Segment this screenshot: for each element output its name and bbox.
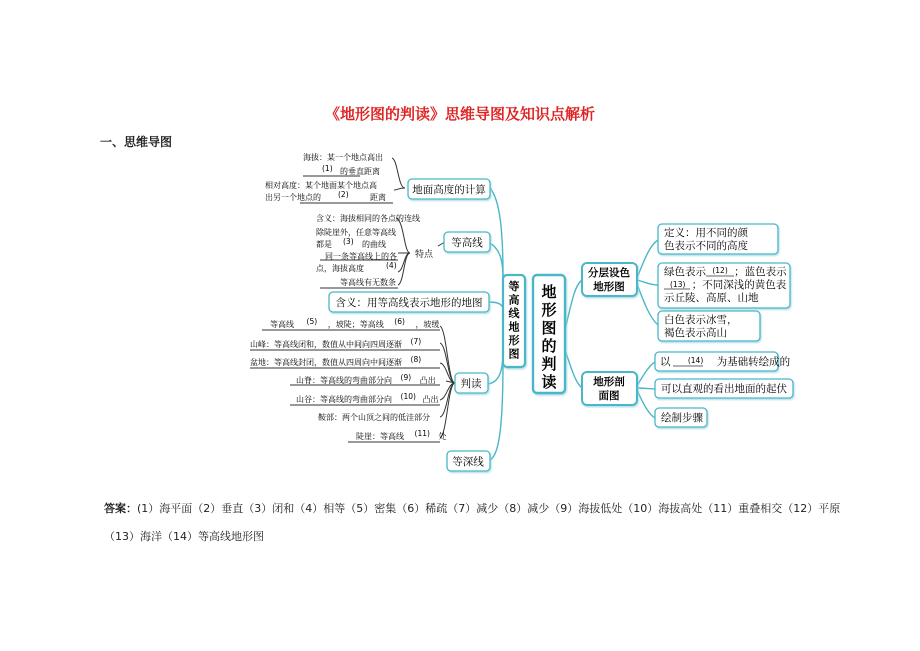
layered-colors-line2: (13) ；不同深浅的黄色表 [670, 279, 787, 291]
altitude-line1: 海拔：某一个地点高出 [303, 153, 383, 162]
layered-label-line2: 地形图 [593, 281, 625, 293]
contour-feature1-blank: (3) [343, 237, 354, 246]
contour-feature1-line1: 除陡崖外，任意等高线 [316, 228, 396, 237]
contour-feature2-blank: (4) [386, 261, 397, 270]
profile-steps: 绘制步骤 [661, 412, 703, 424]
altitude-blank: (1) [322, 164, 333, 173]
layered-colors-line3: 示丘陵、高原、山地 [664, 292, 759, 304]
layered-def-line1: 定义：用不同的颜 [664, 227, 748, 239]
contour-feature1-line2: 都是 [316, 240, 332, 249]
center-text-char: 形 [541, 301, 557, 319]
center-text-char: 图 [541, 319, 557, 337]
left-main-text-char: 线 [508, 307, 520, 320]
answers [104, 495, 844, 551]
map-definition: 含义：用等高线表示地形的地图 [335, 297, 483, 309]
valley-rule: 山谷：等高线的弯曲部分向 (10) 凸出 [296, 392, 439, 404]
slope-rule: 等高线 (5) ，坡陡；等高线 (6) ，坡缓 [270, 317, 440, 329]
left-main-text-char: 高 [508, 293, 520, 307]
left-main-text-char: 地 [508, 320, 520, 334]
contour-feature2-line1: 同一条等高线上的各 [325, 252, 397, 261]
relative-height-line2: 出另一个地点的 [265, 193, 321, 202]
layered-label-line1: 分层设色 [588, 267, 630, 279]
contour-label: 等高线 [451, 237, 483, 249]
contour-features-label: 特点 [415, 250, 434, 260]
saddle-rule: 鞍部：两个山顶之间的低洼部分 [318, 413, 430, 422]
profile-basis: 以 (14) 为基础转绘成的 [660, 356, 791, 368]
height-calc-label: 地面高度的计算 [412, 184, 486, 196]
center-text-char: 的 [541, 337, 557, 355]
layered-white-line2: 褐色表示高山 [664, 327, 727, 339]
relative-height-line3: 距离 [370, 193, 386, 202]
layered-def-line2: 色表示不同的高度 [664, 240, 748, 252]
left-main-text-char: 等 [508, 280, 520, 293]
ridge-rule: 山脊：等高线的弯曲部分向 (9) 凸出 [296, 373, 436, 385]
left-main-text-char: 图 [508, 347, 520, 361]
document-title: 《地形图的判读》思维导图及知识点解析 [324, 105, 595, 123]
relative-height-blank: (2) [338, 190, 349, 199]
contour-feature3: 等高线有无数条 [340, 278, 396, 287]
left-main-text-char: 形 [508, 334, 520, 347]
answers-text: (1）海平面（2）垂直（3）闭和（4）相等（5）密集（6）稀疏（7）减少（8）减少（9）海拔低处（10）海拔高处（11）重叠相交（12）平原（13）海洋（14）等高线地形图 [104, 502, 841, 543]
contour-feature2-line2: 点，海拔高度 [316, 264, 364, 273]
cliff-rule: 陡崖：等高线 (11) 处 [356, 429, 447, 441]
layered-colors-line1: 绿色表示 (12) ；蓝色表示 [664, 266, 787, 278]
profile-label-line1: 地形剖 [593, 376, 625, 388]
layered-white-line1: 白色表示冰雪， [664, 314, 738, 326]
center-label [541, 283, 557, 391]
relative-height-line1: 相对高度：某个地面某个地点高 [265, 181, 377, 190]
profile-label-line2: 面图 [598, 390, 620, 402]
section-heading: 一、思维导图 [100, 135, 173, 149]
center-text-char: 判 [541, 355, 557, 373]
center-text-char: 读 [541, 373, 557, 391]
center-text-char: 地 [541, 283, 557, 301]
altitude-line2: 的垂直距离 [340, 167, 380, 176]
answers-label: 答案： [104, 502, 137, 515]
contour-feature1-line3: 的曲线 [362, 240, 386, 249]
profile-relief: 可以直观的看出地面的起伏 [661, 383, 787, 395]
left-main-label [509, 279, 521, 361]
judge-label: 判读 [460, 378, 482, 390]
bathymetric-label: 等深线 [452, 456, 484, 468]
contour-definition: 含义：海拔相同的各点的连线 [316, 214, 420, 223]
basin-rule: 盆地：等高线封闭，数值从四周向中间逐渐 (8) [250, 355, 422, 367]
peak-rule: 山峰：等高线闭和，数值从中间向四周逐渐 (7) [250, 337, 422, 349]
